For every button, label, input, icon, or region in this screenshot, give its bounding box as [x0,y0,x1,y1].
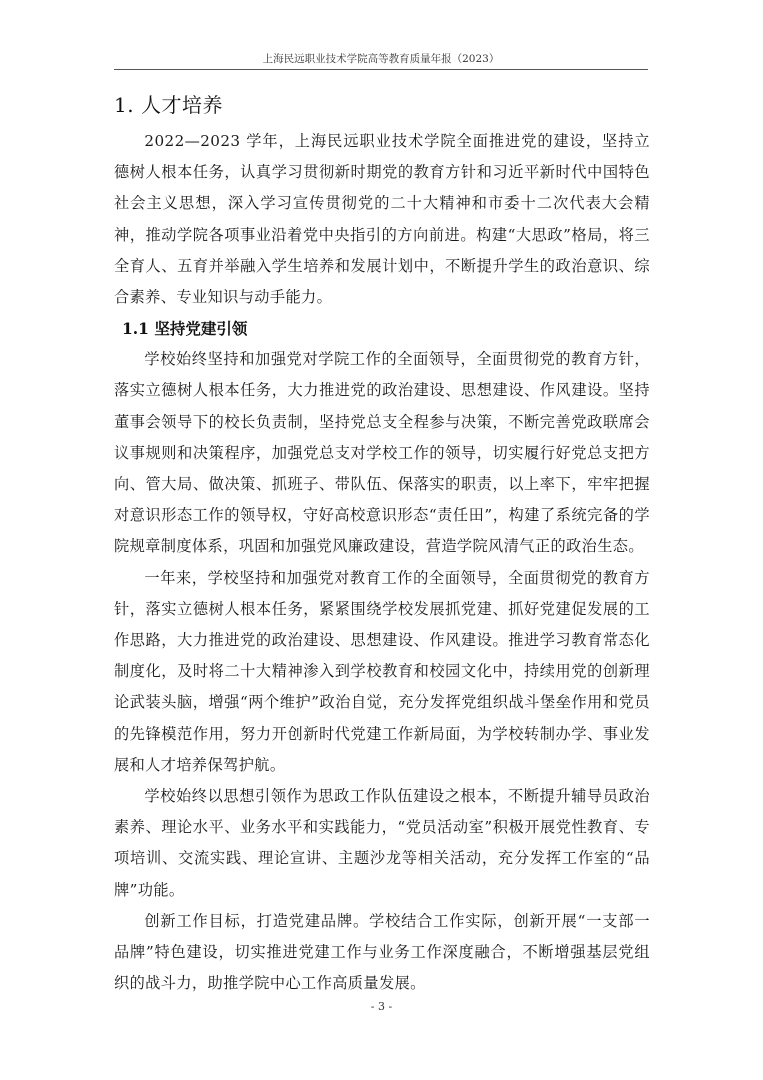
running-header [114,52,648,70]
body-paragraph: 一年来，学校坚持和加强党对教育工作的全面领导，全面贯彻党的教育方针，落实立德树人根本任务，紧紧围绕学校发展抓党建、抓好党建促发展的工作思路，大力推进党的政治建设、思想建设、作风建设。推进学习教育常态化制度化，及时将二十大精神渗入到学校教育和校园文化中，持续用党的创新理论武装头脑，增强“两个维护”政治自觉，充分发挥党组织战斗堡垒作用和党员的先锋模范作用，努力开创新时代党建工作新局面，为学校转制办学、事业发展和人才培养保驾护航。 [114,568,650,774]
body-paragraph: 学校始终坚持和加强党对学院工作的全面领导，全面贯彻党的教育方针，落实立德树人根本任务，大力推进党的政治建设、思想建设、作风建设。坚持董事会领导下的校长负责制，坚持党总支全程参与决策，不断完善党政联席会议事规则和决策程序，加强党总支对学校工作的领导，切实履行好党总支把方向、管大局、做决策、抓班子、带队伍、保落实的职责，以上率下，牢牢把握对意识形态工作的领导权，守好高校意识形态“责任田”，构建了系统完备的学院规章制度体系，巩固和加强党风廉政建设，营造学院风清气正的政治生态。 [114,350,650,556]
subsection-title: 1.1 坚持党建引领 [122,319,248,339]
body-paragraph: 学校始终以思想引领作为思政工作队伍建设之根本，不断提升辅导员政治素养、理论水平、业务水平和实践能力，“党员活动室”积极开展党性教育、专项培训、交流实践、理论宣讲、主题沙龙等相关活动，充分发挥工作室的“品牌”功能。 [114,787,650,899]
section-title: 1. 人才培养 [114,93,223,117]
body-paragraph: 创新工作目标，打造党建品牌。学校结合工作实际，创新开展“一支部一品牌”特色建设，切实推进党建工作与业务工作深度融合，不断增强基层党组织的战斗力，助推学院中心工作高质量发展。 [114,911,650,993]
page-number: - 3 - [370,1000,393,1013]
running-title: 上海民远职业技术学院高等教育质量年报（2023） [262,53,500,65]
section-intro-paragraph: 2022—2023 学年，上海民远职业技术学院全面推进党的建设，坚持立德树人根本任务，认真学习贯彻新时期党的教育方针和习近平新时代中国特色社会主义思想，深入学习宣传贯彻党的二十大精神和市委十二次代表大会精神，推动学院各项事业沿着党中央指引的方向前进。构建“大思政”格局，将三全育人、五育并举融入学生培养和发展计划中，不断提升学生的政治意识、综合素养、专业知识与动手能力。 [114,132,650,307]
page-body [114,90,650,999]
